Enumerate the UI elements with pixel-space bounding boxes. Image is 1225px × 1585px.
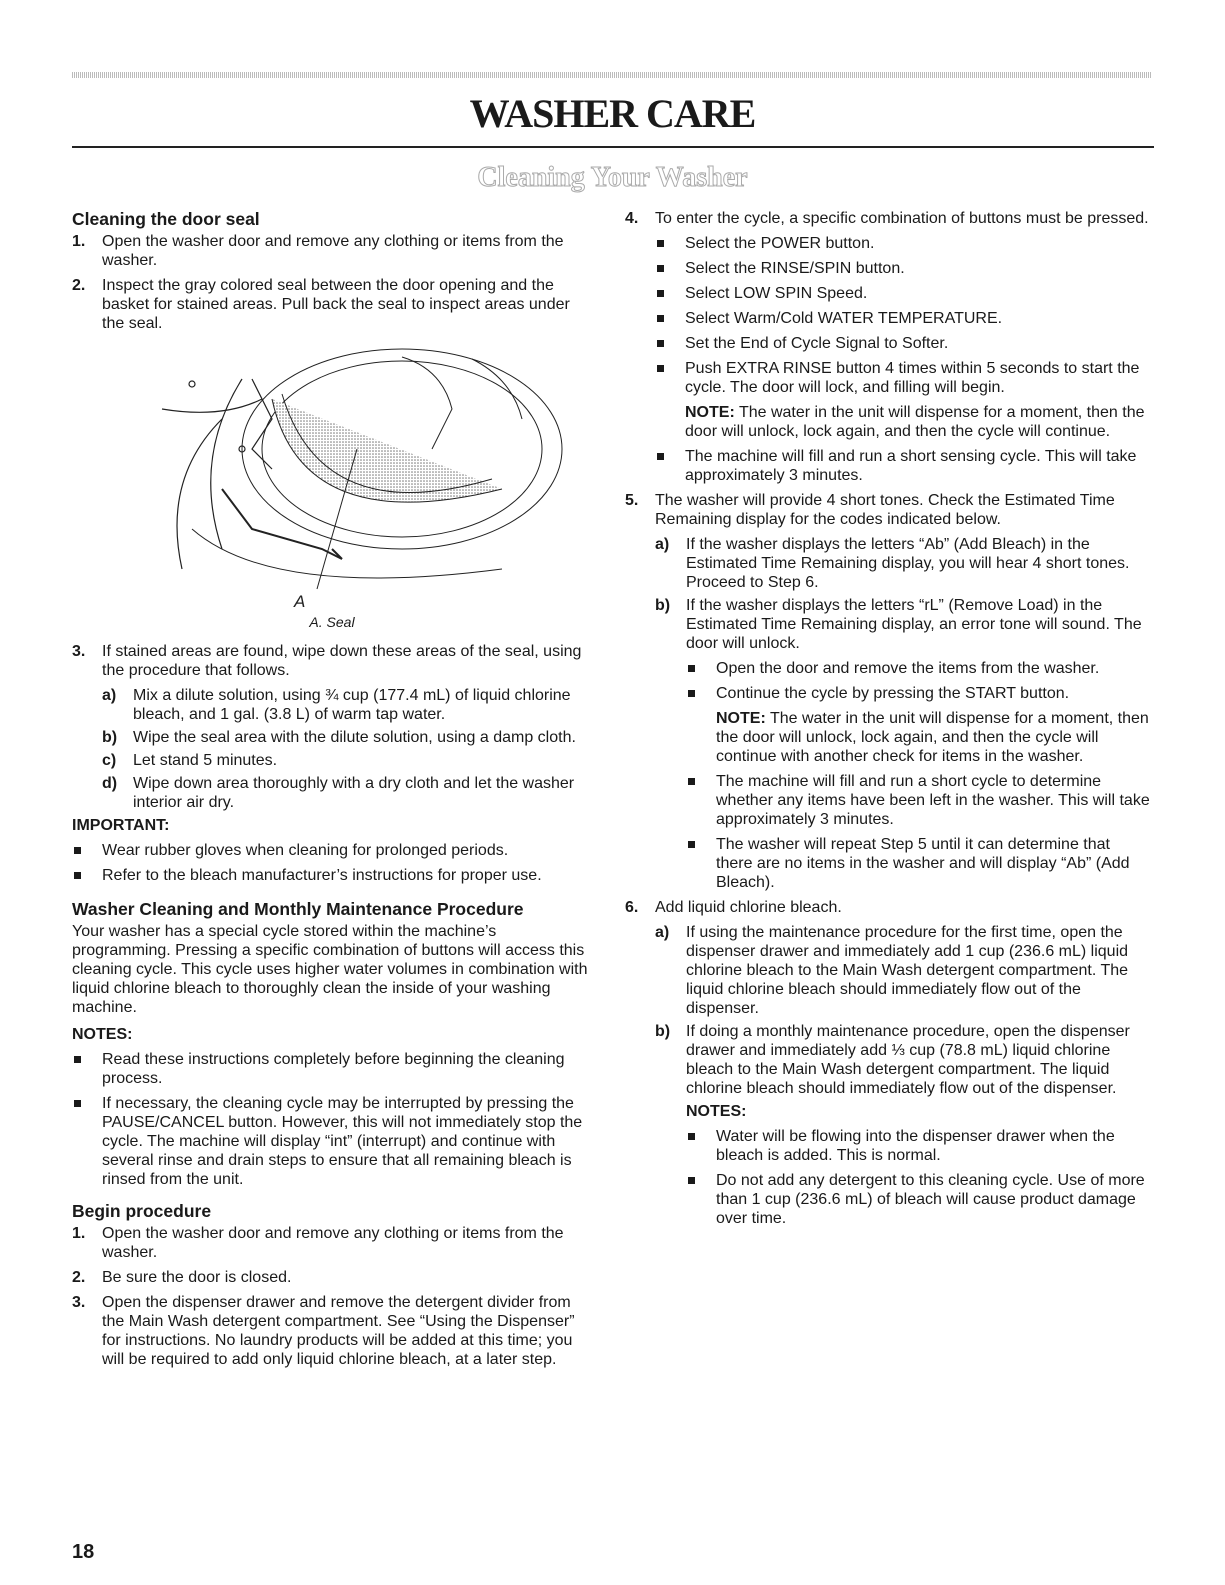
list-item [102,686,592,724]
page-title: WASHER CARE [469,91,756,136]
door-seal-illustration [72,339,592,609]
substep-text: Mix a dilute solution, using ¾ cup (177.4 mL) of liquid chlorine bleach, and 1 gal. (3.8 L) of warm tap water. [133,687,571,723]
list-item [72,841,592,860]
bullet-icon [72,841,102,860]
list-item [655,535,1150,592]
list-item [72,276,592,333]
step-number: 1. [72,233,86,250]
bullet-icon [686,1127,716,1165]
note [685,403,1150,441]
list-item [625,491,1150,529]
list-item [625,898,1150,917]
bullet-text: Refer to the bleach manufacturer’s instructions for proper use. [102,867,542,884]
bullet-text: Wear rubber gloves when cleaning for prolonged periods. [102,842,509,859]
bullet-icon [655,309,685,328]
list-item [72,232,592,270]
step-number: 3. [72,1294,86,1311]
bullet-icon [655,447,685,485]
substep-letter: d) [102,775,118,792]
bullet-text: Push EXTRA RINSE button 4 times within 5 seconds to start the cycle. The door will lock, and filling will begin. [685,360,1140,396]
list-item [655,596,1150,653]
substep-letter: b) [655,1023,671,1040]
list-item [72,1050,592,1088]
section-title: Cleaning Your Washer [477,162,748,193]
bullet-icon [72,1094,102,1189]
list-item [686,772,1150,829]
bullet-icon [655,259,685,278]
substep-letter: a) [102,687,117,704]
list-item [686,835,1150,892]
list-item [655,234,1150,253]
bullet-text: Select the RINSE/SPIN button. [685,260,905,277]
bullet-text: The machine will fill and run a short sensing cycle. This will take approximately 3 minutes. [685,448,1137,484]
maintenance-intro: Your washer has a special cycle stored within the machine’s programming. Pressing a specific combination of buttons will access this cleaning cycle. This cycle uses higher water volumes in combination with liquid chlorine bleach to thoroughly clean the inside of your washing machine. [72,923,588,1016]
note-label: NOTE: [716,710,766,727]
list-item [655,923,1150,1018]
bullet-icon [655,284,685,303]
list-item [72,1224,592,1262]
bullet-icon [686,772,716,829]
substep-text: If using the maintenance procedure for the first time, open the dispenser drawer and immediately add 1 cup (236.6 mL) liquid chlorine bleach to the Main Wash detergent compartment. The liquid chlorine bleach should immediately flow out of the dispenser. [686,924,1129,1017]
washer-seal-drawing [72,339,592,609]
bullet-text: The machine will fill and run a short cycle to determine whether any items have been left in the washer. This will take approximately 3 minutes. [716,773,1150,828]
bullet-icon [72,1050,102,1088]
bullet-icon [686,684,716,703]
bullet-text: Water will be flowing into the dispenser drawer when the bleach is added. This is normal. [716,1128,1115,1164]
list-item [625,209,1150,228]
list-item [72,642,592,680]
step-text: Add liquid chlorine bleach. [655,899,842,916]
notes-label: NOTES: [72,1026,133,1043]
step-text: The washer will provide 4 short tones. Check the Estimated Time Remaining display for the codes indicated below. [655,492,1115,528]
figure-label: A [294,592,306,609]
step-number: 3. [72,643,86,660]
bullet-icon [655,234,685,253]
bullet-text: Select Warm/Cold WATER TEMPERATURE. [685,310,1003,327]
step-text: Open the washer door and remove any clothing or items from the washer. [102,1225,564,1261]
title-rule [72,146,1154,148]
list-item [655,359,1150,397]
list-item [72,866,592,885]
list-item [686,1127,1150,1165]
list-item [72,1293,592,1369]
substep-letter: a) [655,536,670,553]
bullet-icon [655,359,685,397]
substep-text: Wipe down area thoroughly with a dry cloth and let the washer interior air dry. [133,775,575,811]
note-text: The water in the unit will dispense for a moment, then the door will unlock, lock again, and then the cycle will continue with another check for items in the washer. [716,710,1149,765]
list-item [655,1022,1150,1098]
substep-letter: b) [655,597,671,614]
page-number: 18 [72,1541,95,1563]
step-text: If stained areas are found, wipe down these areas of the seal, using the procedure that follows. [102,643,582,679]
header-band [72,72,1152,78]
substep-text: Let stand 5 minutes. [133,752,278,769]
step-text: Open the dispenser drawer and remove the detergent divider from the Main Wash detergent compartment. See “Using the Dispenser” for instructions. No laundry products will be added at this time; you will be required to add only liquid chlorine bleach, at a later step. [102,1294,575,1368]
important-label: IMPORTANT: [72,817,170,834]
substep-text: If the washer displays the letters “Ab” (Add Bleach) in the Estimated Time Remaining display, you will hear 4 short tones. Proceed to Step 6. [686,536,1130,591]
step-text: Be sure the door is closed. [102,1269,292,1286]
step-number: 2. [72,277,86,294]
bullet-text: Select LOW SPIN Speed. [685,285,868,302]
list-item [686,1171,1150,1228]
right-column [625,209,1150,1234]
bullet-text: Continue the cycle by pressing the START button. [716,685,1070,702]
begin-heading: Begin procedure [72,1201,212,1221]
notes-label: NOTES: [686,1103,747,1120]
list-item [655,309,1150,328]
bullet-text: Do not add any detergent to this cleaning cycle. Use of more than 1 cup (236.6 mL) of bleach will cause product damage over time. [716,1172,1145,1227]
step-number: 2. [72,1269,86,1286]
substep-text: If the washer displays the letters “rL” (Remove Load) in the Estimated Time Remaining display, an error tone will sound. The door will unlock. [686,597,1142,652]
list-item [655,259,1150,278]
list-item [686,684,1150,703]
list-item [102,728,592,747]
bullet-icon [655,334,685,353]
list-item [102,751,592,770]
substep-letter: c) [102,752,117,769]
substep-text: If doing a monthly maintenance procedure, open the dispenser drawer and immediately add ⅓ cup (78.8 mL) liquid chlorine bleach to the Main Wash detergent compartment. The liquid chlorine bleach should immediately flow out of the dispenser. [686,1023,1130,1097]
list-item [655,334,1150,353]
figure-caption: A. Seal [309,614,355,630]
note-text: The water in the unit will dispense for a moment, then the door will unlock, lock again, and then the cycle will continue. [685,404,1145,440]
list-item [72,1094,592,1189]
bullet-text: Read these instructions completely before beginning the cleaning process. [102,1051,565,1087]
bullet-text: The washer will repeat Step 5 until it can determine that there are no items in the washer and will display “Ab” (Add Bleach). [716,836,1130,891]
list-item [655,284,1150,303]
substep-letter: b) [102,729,118,746]
maintenance-heading: Washer Cleaning and Monthly Maintenance Procedure [72,899,524,919]
door-seal-heading: Cleaning the door seal [72,209,260,229]
step-text: Open the washer door and remove any clothing or items from the washer. [102,233,564,269]
note-label: NOTE: [685,404,735,421]
step-number: 4. [625,210,639,227]
bullet-text: Set the End of Cycle Signal to Softer. [685,335,949,352]
substep-letter: a) [655,924,670,941]
step-number: 6. [625,899,639,916]
bullet-text: Open the door and remove the items from the washer. [716,660,1100,677]
left-column [72,209,592,1375]
list-item [686,659,1150,678]
step-text: Inspect the gray colored seal between the door opening and the basket for stained areas. Pull back the seal to inspect areas under the seal. [102,277,570,332]
step-number: 5. [625,492,639,509]
note [716,709,1150,766]
list-item [72,1268,592,1287]
bullet-icon [686,659,716,678]
bullet-icon [686,1171,716,1228]
list-item [655,447,1150,485]
step-number: 1. [72,1225,86,1242]
bullet-icon [72,866,102,885]
bullet-icon [686,835,716,892]
bullet-text: Select the POWER button. [685,235,875,252]
bullet-text: If necessary, the cleaning cycle may be interrupted by pressing the PAUSE/CANCEL button. However, this will not immediately stop the cycle. The machine will display “int” (interrupt) and continue with several rinse and drain steps to ensure that all remaining bleach is rinsed from the unit. [102,1095,583,1188]
list-item [102,774,592,812]
step-text: To enter the cycle, a specific combination of buttons must be pressed. [655,210,1149,227]
substep-text: Wipe the seal area with the dilute solution, using a damp cloth. [133,729,576,746]
